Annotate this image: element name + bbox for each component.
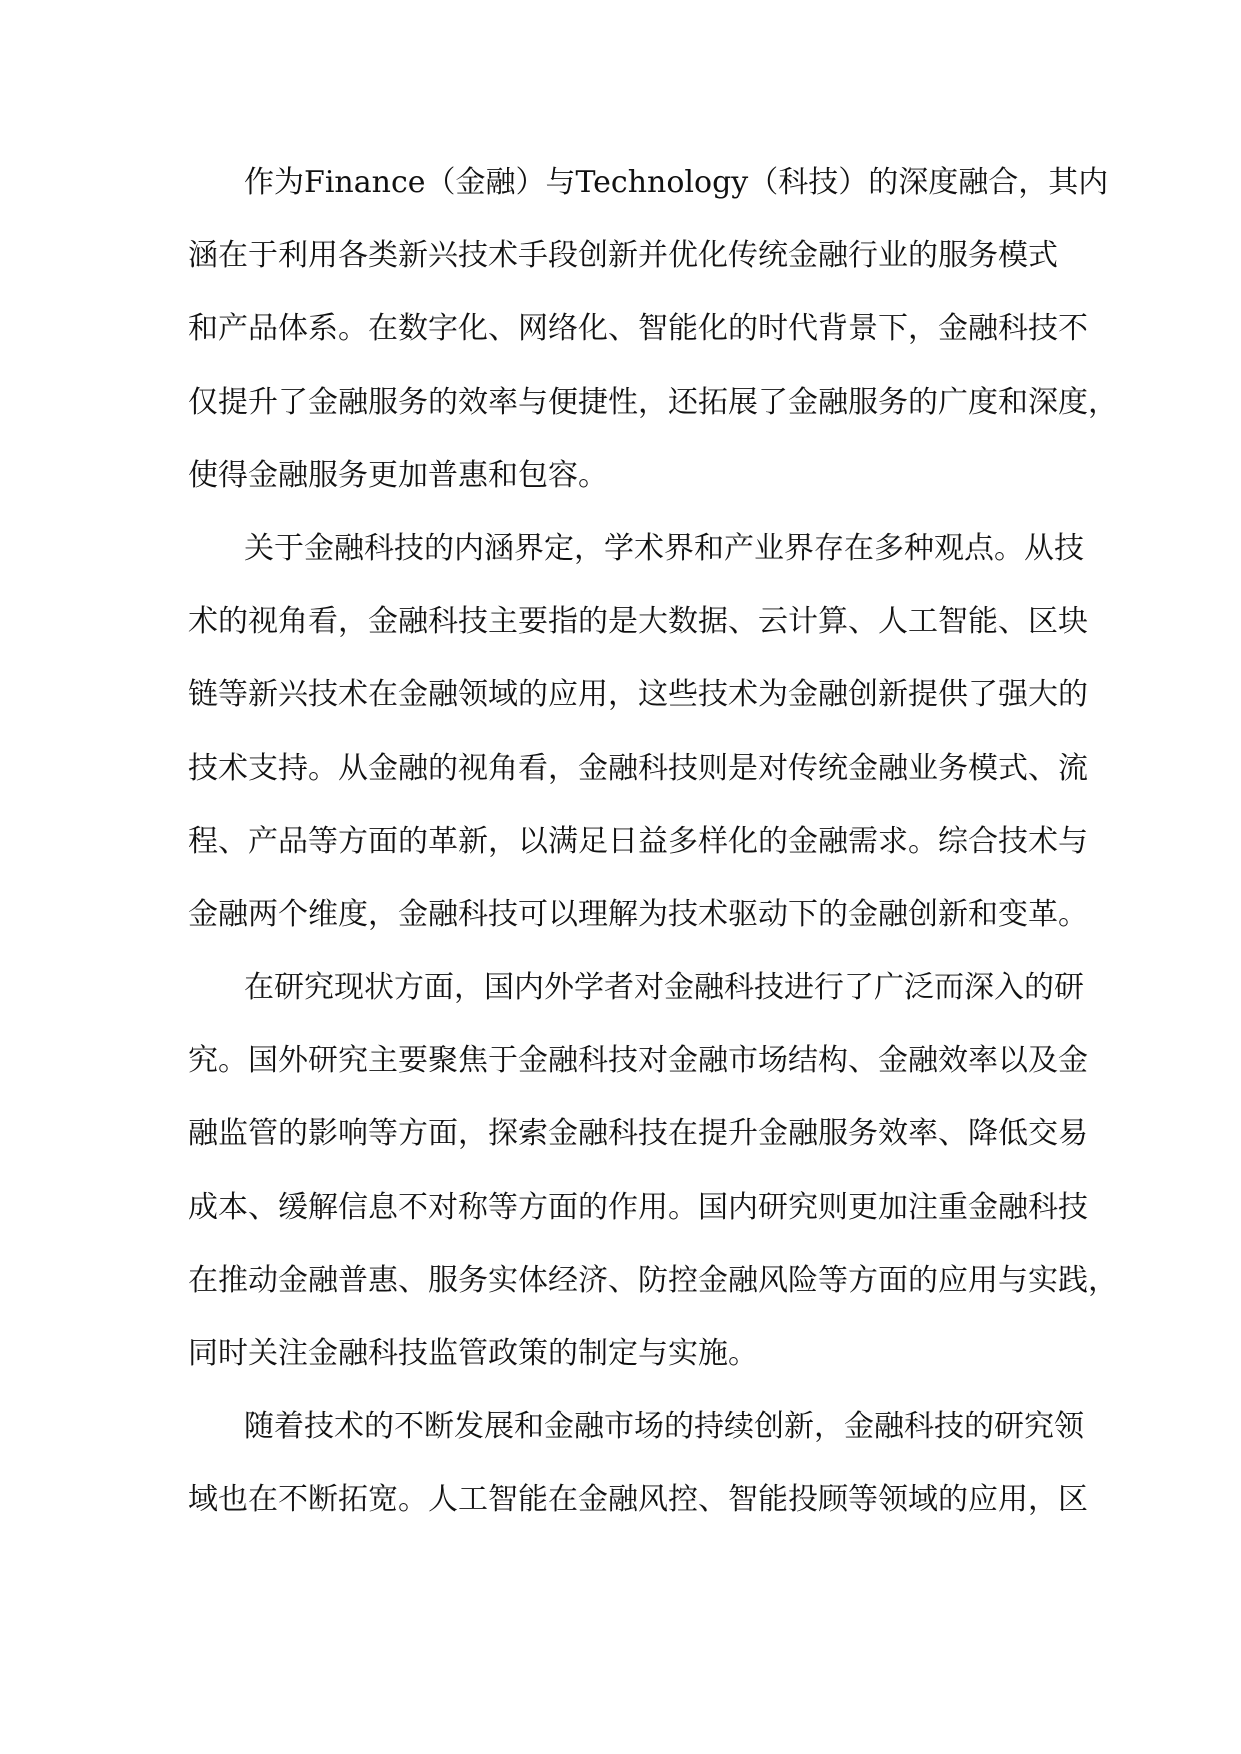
text-line: 术的视角看，金融科技主要指的是大数据、云计算、人工智能、区块 [188,604,1088,640]
paragraph-research-status [188,951,1118,1390]
text-line: 金融两个维度，金融科技可以理解为技术驱动下的金融创新和变革。 [188,896,1088,932]
paragraph-fintech-definition [188,146,1118,512]
text-line: 在研究现状方面，国内外学者对金融科技进行了广泛而深入的研 [244,970,1084,1006]
text-line: 作为Finance（金融）与Technology（科技）的深度融合，其内 [244,165,1109,200]
text-line: 关于金融科技的内涵界定，学术界和产业界存在多种观点。从技 [244,530,1084,566]
text-line: 使得金融服务更加普惠和包容。 [188,457,608,493]
document-body [188,146,1118,1537]
text-line: 链等新兴技术在金融领域的应用，这些技术为金融创新提供了强大的 [188,677,1088,713]
text-line: 域也在不断拓宽。人工智能在金融风控、智能投顾等领域的应用，区 [188,1482,1088,1518]
text-line: 成本、缓解信息不对称等方面的作用。国内研究则更加注重金融科技 [188,1189,1088,1225]
paragraph-research-expansion [188,1390,1088,1536]
text-line: 同时关注金融科技监管政策的制定与实施。 [188,1336,758,1371]
text-line: 技术支持。从金融的视角看，金融科技则是对传统金融业务模式、流 [188,750,1088,786]
text-line: 融监管的影响等方面，探索金融科技在提升金融服务效率、降低交易 [188,1116,1088,1152]
text-line: 仅提升了金融服务的效率与便捷性，还拓展了金融服务的广度和深度， [188,384,1118,420]
paragraph-connotation-views [188,512,1088,951]
text-line: 在推动金融普惠、服务实体经济、防控金融风险等方面的应用与实践， [188,1262,1118,1298]
text-line: 究。国外研究主要聚焦于金融科技对金融市场结构、金融效率以及金 [188,1043,1088,1079]
text-line: 随着技术的不断发展和金融市场的持续创新，金融科技的研究领 [244,1409,1084,1445]
text-line: 程、产品等方面的革新，以满足日益多样化的金融需求。综合技术与 [188,823,1088,859]
text-line: 涵在于利用各类新兴技术手段创新并优化传统金融行业的服务模式 [188,238,1058,274]
text-line: 和产品体系。在数字化、网络化、智能化的时代背景下，金融科技不 [188,311,1088,347]
